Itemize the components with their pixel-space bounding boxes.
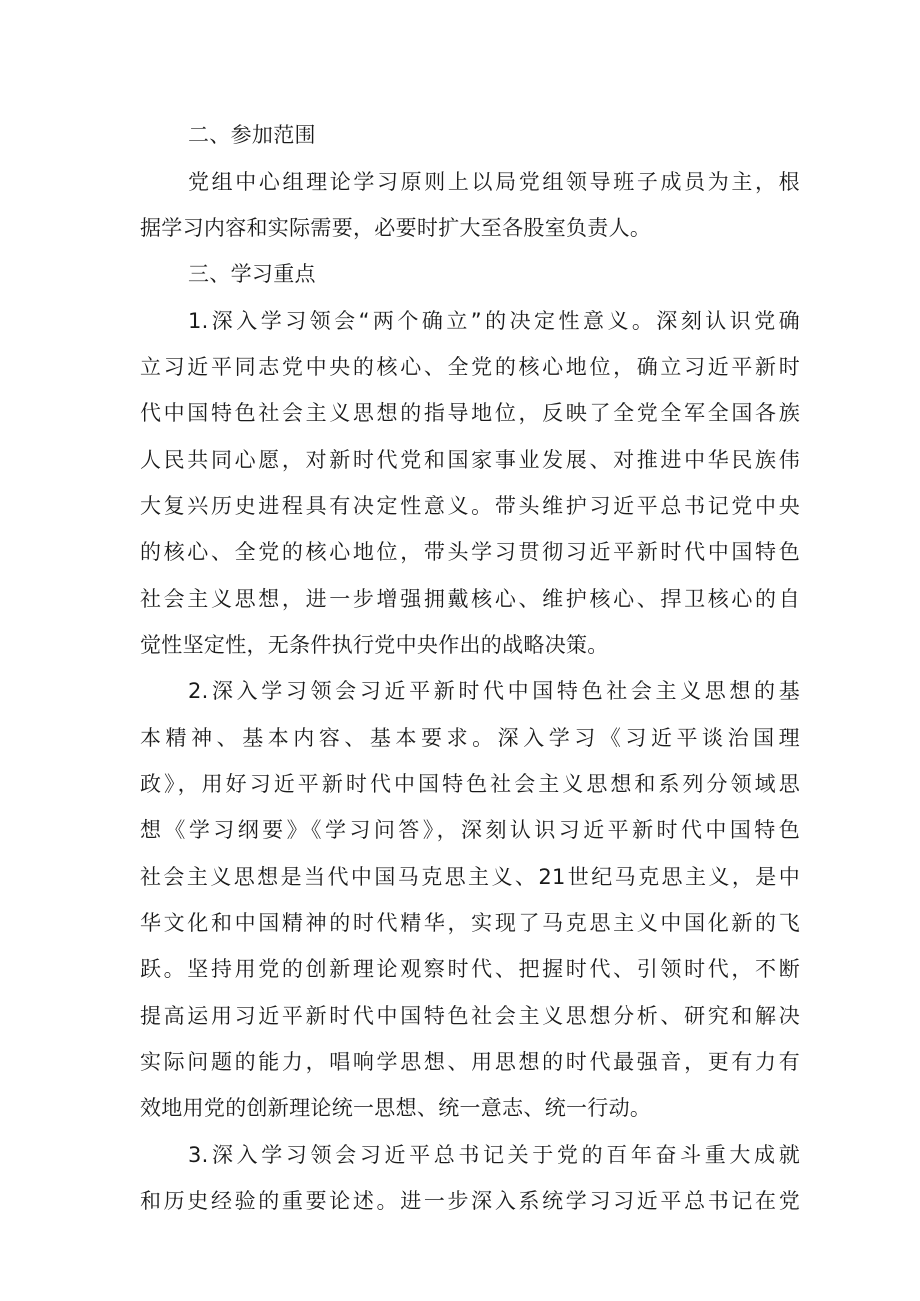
paragraph-line: 立习近平同志党中央的核心、全党的核心地位，确立习近平新时	[140, 355, 800, 379]
section-heading-scope: 二、参加范围	[188, 123, 316, 147]
section-heading-focus: 三、学习重点	[188, 262, 316, 286]
paragraph-line: 1.深入学习领会“两个确立”的决定性意义。深刻认识党确	[188, 309, 800, 333]
paragraph-line: 2.深入学习领会习近平新时代中国特色社会主义思想的基	[188, 679, 800, 703]
paragraph-line: 3.深入学习领会习近平总书记关于党的百年奋斗重大成就	[188, 1143, 800, 1167]
paragraph-line: 和历史经验的重要论述。进一步深入系统学习习近平总书记在党	[140, 1189, 800, 1213]
paragraph-line: 代中国特色社会主义思想的指导地位，反映了全党全军全国各族	[140, 401, 800, 425]
paragraph-line: 觉性坚定性，无条件执行党中央作出的战略决策。	[140, 633, 609, 657]
paragraph-line: 实际问题的能力，唱响学思想、用思想的时代最强音，更有力有	[140, 1050, 800, 1074]
paragraph-line: 社会主义思想是当代中国马克思主义、21世纪马克思主义，是中	[140, 865, 800, 889]
paragraph-line: 跃。坚持用党的创新理论观察时代、把握时代、引领时代，不断	[140, 957, 800, 981]
paragraph-line: 想《学习纲要》《学习问答》，深刻认识习近平新时代中国特色	[140, 818, 800, 842]
paragraph-line: 据学习内容和实际需要，必要时扩大至各股室负责人。	[140, 216, 652, 240]
paragraph-line: 提高运用习近平新时代中国特色社会主义思想分析、研究和解决	[140, 1004, 800, 1028]
paragraph-line: 党组中心组理论学习原则上以局党组领导班子成员为主，根	[188, 170, 800, 194]
paragraph-line: 社会主义思想，进一步增强拥戴核心、维护核心、捍卫核心的自	[140, 587, 800, 611]
paragraph-line: 华文化和中国精神的时代精华，实现了马克思主义中国化新的飞	[140, 911, 800, 935]
paragraph-line: 的核心、全党的核心地位，带头学习贯彻习近平新时代中国特色	[140, 540, 800, 564]
paragraph-line: 本精神、基本内容、基本要求。深入学习《习近平谈治国理	[140, 726, 800, 750]
paragraph-line: 大复兴历史进程具有决定性意义。带头维护习近平总书记党中央	[140, 494, 800, 518]
paragraph-line: 政》，用好习近平新时代中国特色社会主义思想和系列分领域思	[140, 772, 800, 796]
paragraph-line: 效地用党的创新理论统一思想、统一意志、统一行动。	[140, 1096, 652, 1120]
paragraph-line: 人民共同心愿，对新时代党和国家事业发展、对推进中华民族伟	[140, 448, 800, 472]
